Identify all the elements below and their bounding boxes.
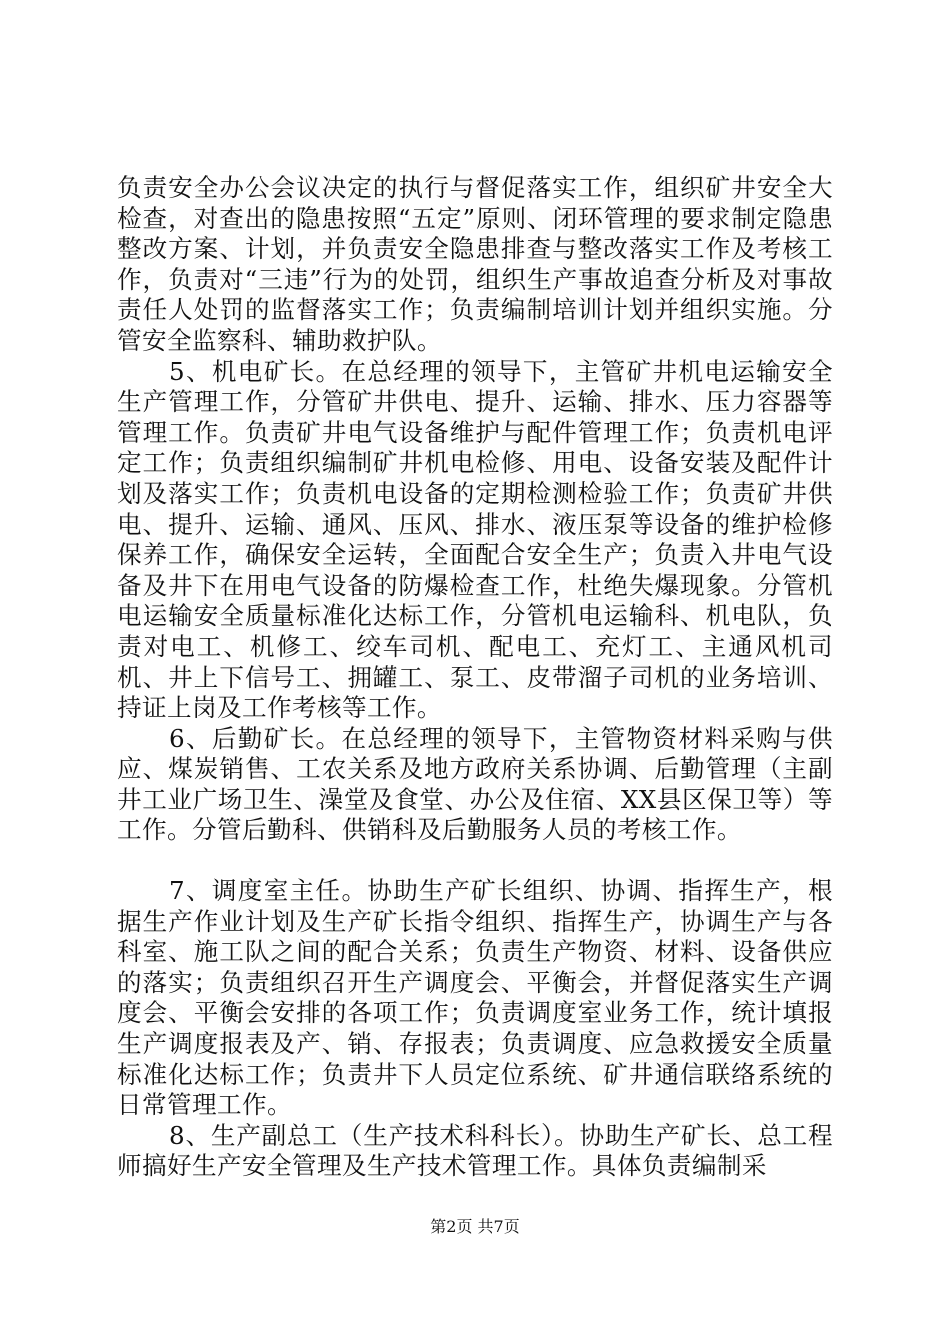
paragraph-mechanical-director: 5、机电矿长。在总经理的领导下，主管矿井机电运输安全生产管理工作，分管矿井供电、提升、运输、排水、压力容器等管理工作。负责矿井电气设备维护与配件管理工作；负责机电评定工作；负责组织编制矿井机电检修、用电、设备安装及配件计划及落实工作；负责机电设备的定期检测检验工作；负责矿井供电、提升、运输、通风、压风、排水、液压泵等设备的维护检修保养工作，确保安全运转，全面配合安全生产；负责入井电气设备及井下在用电气设备的防爆检查工作，杜绝失爆现象。分管机电运输安全质量标准化达标工作，分管机电运输科、机电队，负责对电工、机修工、绞车司机、配电工、充灯工、主通风机司机、井上下信号工、拥罐工、泵工、皮带溜子司机的业务培训、持证上岗及工作考核等工作。 — [117, 356, 833, 723]
document-body — [117, 173, 833, 1182]
page-footer: 第2页 共7页 — [430, 1217, 520, 1236]
paragraph-deputy-chief-engineer: 8、生产副总工（生产技术科科长）。协助生产矿长、总工程师搞好生产安全管理及生产技术管理工作。具体负责编制采 — [117, 1120, 833, 1181]
paragraph-dispatch-director: 7、调度室主任。协助生产矿长组织、协调、指挥生产，根据生产作业计划及生产矿长指令组织、指挥生产，协调生产与各科室、施工队之间的配合关系；负责生产物资、材料、设备供应的落实；负责组织召开生产调度会、平衡会，并督促落实生产调度会、平衡会安排的各项工作；负责调度室业务工作，统计填报生产调度报表及产、销、存报表；负责调度、应急救援安全质量标准化达标工作；负责井下人员定位系统、矿井通信联络系统的日常管理工作。 — [117, 876, 833, 1120]
paragraph-logistics-director: 6、后勤矿长。在总经理的领导下，主管物资材料采购与供应、煤炭销售、工农关系及地方政府关系协调、后勤管理（主副井工业广场卫生、澡堂及食堂、办公及住宿、XX县区保卫等）等工作。分管后勤科、供销科及后勤服务人员的考核工作。 — [117, 723, 833, 845]
paragraph-continuation: 负责安全办公会议决定的执行与督促落实工作，组织矿井安全大检查，对查出的隐患按照“五定”原则、闭环管理的要求制定隐患整改方案、计划，并负责安全隐患排查与整改落实工作及考核工作，负责对“三违”行为的处罚，组织生产事故追查分析及对事故责任人处罚的监督落实工作；负责编制培训计划并组织实施。分管安全监察科、辅助救护队。 — [117, 173, 833, 355]
